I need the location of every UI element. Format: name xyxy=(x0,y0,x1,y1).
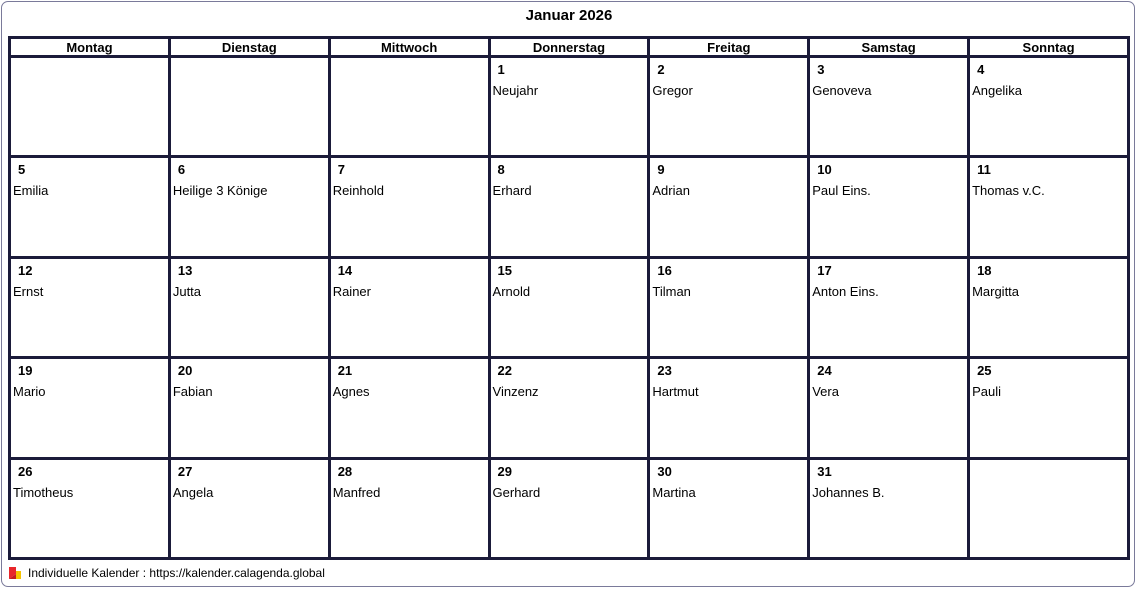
name-day: Rainer xyxy=(332,283,371,299)
day-number: 7 xyxy=(337,162,345,178)
day-cell xyxy=(809,157,969,257)
day-number: 20 xyxy=(177,363,193,379)
day-cell xyxy=(649,458,809,558)
week-row xyxy=(10,57,1129,157)
footer-link-text[interactable]: Individuelle Kalender : https://kalender.calagenda.global xyxy=(28,566,325,580)
day-number: 30 xyxy=(657,463,672,479)
day-cell xyxy=(329,57,489,157)
day-cell xyxy=(489,157,649,257)
name-day: Erhard xyxy=(492,183,532,199)
name-day: Vera xyxy=(812,384,839,400)
weekday-header: Montag xyxy=(10,38,170,57)
day-cell xyxy=(169,458,329,558)
day-number xyxy=(977,465,1127,479)
day-cell xyxy=(809,458,969,558)
day-number: 22 xyxy=(497,363,512,379)
day-number: 31 xyxy=(817,463,832,479)
name-day: Jutta xyxy=(172,283,202,299)
name-day: Paul Eins. xyxy=(812,183,871,199)
day-cell xyxy=(10,157,170,257)
day-cell xyxy=(169,157,329,257)
calendar-grid xyxy=(8,36,1130,560)
weekday-header-row xyxy=(10,38,1129,57)
day-cell xyxy=(489,57,649,157)
week-row xyxy=(10,458,1129,558)
day-number: 24 xyxy=(817,363,832,379)
day-number: 10 xyxy=(817,162,832,178)
day-cell xyxy=(649,257,809,357)
day-number: 11 xyxy=(977,162,991,178)
footer xyxy=(8,565,325,581)
day-cell xyxy=(969,57,1129,157)
name-day: Agnes xyxy=(332,384,370,400)
day-number: 4 xyxy=(977,62,985,77)
name-day: Reinhold xyxy=(332,183,385,199)
week-row xyxy=(10,257,1129,357)
day-cell xyxy=(169,57,329,157)
name-day: Vinzenz xyxy=(492,384,539,400)
day-cell xyxy=(10,458,170,558)
day-number: 23 xyxy=(657,363,672,379)
day-cell xyxy=(649,57,809,157)
day-cell xyxy=(169,257,329,357)
day-number: 25 xyxy=(977,363,992,379)
day-cell xyxy=(809,57,969,157)
day-number: 28 xyxy=(337,463,353,479)
day-number: 1 xyxy=(497,62,505,77)
day-number: 3 xyxy=(817,62,825,77)
name-day: Emilia xyxy=(13,183,49,199)
weekday-header: Donnerstag xyxy=(489,38,649,57)
day-number: 5 xyxy=(18,162,26,178)
day-number xyxy=(18,63,168,77)
weekday-header: Mittwoch xyxy=(329,38,489,57)
day-number: 9 xyxy=(657,162,665,178)
day-cell xyxy=(329,157,489,257)
day-cell xyxy=(649,358,809,458)
day-number: 17 xyxy=(817,262,832,278)
weekday-header: Samstag xyxy=(809,38,969,57)
week-row xyxy=(10,358,1129,458)
name-day: Angelika xyxy=(972,83,1022,98)
day-number: 27 xyxy=(177,463,193,479)
name-day: Timotheus xyxy=(13,484,74,500)
day-number: 16 xyxy=(657,262,672,278)
calendar-title: Januar 2026 xyxy=(525,7,613,24)
name-day: Tilman xyxy=(652,283,691,299)
day-cell xyxy=(10,257,170,357)
day-cell xyxy=(489,257,649,357)
day-cell xyxy=(329,458,489,558)
name-day: Gerhard xyxy=(492,484,541,500)
name-day: Arnold xyxy=(492,283,531,299)
day-cell xyxy=(969,157,1129,257)
name-day: Ernst xyxy=(13,283,44,299)
day-number: 26 xyxy=(18,463,33,479)
day-number: 29 xyxy=(497,463,512,479)
name-day: Thomas v.C. xyxy=(972,183,1045,199)
day-number xyxy=(178,63,328,77)
day-cell xyxy=(329,257,489,357)
day-number: 6 xyxy=(177,162,186,178)
day-number: 14 xyxy=(337,262,353,278)
name-day: Martina xyxy=(652,484,696,500)
day-cell xyxy=(489,458,649,558)
day-cell xyxy=(969,358,1129,458)
day-number: 2 xyxy=(657,62,665,77)
day-cell xyxy=(169,358,329,458)
name-day: Margitta xyxy=(972,283,1020,299)
name-day: Mario xyxy=(13,384,46,400)
day-number: 13 xyxy=(177,262,193,278)
weekday-header: Sonntag xyxy=(969,38,1129,57)
name-day: Johannes B. xyxy=(812,484,885,500)
day-cell xyxy=(969,458,1129,558)
name-day: Gregor xyxy=(652,83,693,98)
day-cell xyxy=(10,358,170,458)
day-cell xyxy=(489,358,649,458)
day-number: 8 xyxy=(497,162,505,178)
name-day: Genoveva xyxy=(812,83,872,98)
day-number: 15 xyxy=(497,262,512,278)
weekday-header: Freitag xyxy=(649,38,809,57)
name-day: Angela xyxy=(172,484,214,500)
name-day: Manfred xyxy=(332,484,381,500)
weekday-header: Dienstag xyxy=(169,38,329,57)
day-cell xyxy=(10,57,170,157)
day-cell xyxy=(809,257,969,357)
name-day: Hartmut xyxy=(652,384,699,400)
name-day: Anton Eins. xyxy=(812,283,879,299)
name-day: Neujahr xyxy=(492,83,539,98)
day-number: 19 xyxy=(18,363,33,379)
week-row xyxy=(10,157,1129,257)
day-number: 18 xyxy=(977,262,992,278)
day-cell xyxy=(969,257,1129,357)
name-day: Pauli xyxy=(972,384,1001,400)
day-cell xyxy=(329,358,489,458)
day-number xyxy=(338,63,488,77)
day-cell xyxy=(809,358,969,458)
day-number: 21 xyxy=(337,363,353,379)
name-day: Adrian xyxy=(652,183,690,199)
day-cell xyxy=(649,157,809,257)
name-day: Heilige 3 Könige xyxy=(172,183,268,199)
day-number: 12 xyxy=(18,262,33,278)
name-day: Fabian xyxy=(172,384,213,400)
calagenda-logo-icon xyxy=(8,566,22,580)
